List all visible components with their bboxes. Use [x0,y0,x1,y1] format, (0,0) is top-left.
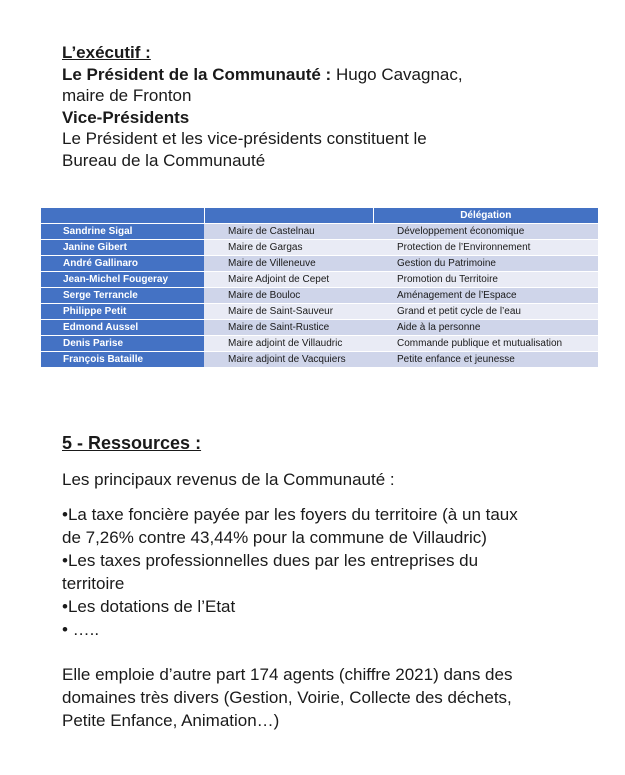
executive-heading: L’exécutif : [62,43,151,62]
bureau-text-line-1: Le Président et les vice-présidents constituent le [62,129,427,148]
vp-delegation: Promotion du Territoire [373,272,598,288]
header-name [41,208,204,224]
vp-role: Maire adjoint de Villaudric [204,336,373,352]
table-row [41,336,598,352]
president-name: Hugo Cavagnac, [331,64,463,84]
table-row [41,304,598,320]
vp-delegation: Grand et petit cycle de l’eau [373,304,598,320]
vp-role: Maire de Villeneuve [204,256,373,272]
president-role: maire de Fronton [62,86,192,105]
vp-delegation: Gestion du Patrimoine [373,256,598,272]
vp-name: Edmond Aussel [41,320,204,336]
resources-intro: Les principaux revenus de la Communauté : [62,470,395,489]
president-label: Le Président de la Communauté : [62,64,332,84]
vp-delegation: Petite enfance et jeunesse [373,352,598,368]
vp-role: Maire adjoint de Vacquiers [204,352,373,368]
table-row [41,352,598,368]
vp-role: Maire de Saint-Rustice [204,320,373,336]
vp-role: Maire de Gargas [204,240,373,256]
vice-presidents-heading: Vice-Présidents [62,107,190,127]
vp-name: Denis Parise [41,336,204,352]
vice-presidents-table [41,208,598,367]
vp-role: Maire de Saint-Sauveur [204,304,373,320]
vp-name: Philippe Petit [41,304,204,320]
table-row [41,288,598,304]
list-item: de 7,26% contre 43,44% pour la commune de Villaudric) [62,528,487,547]
list-item: •Les dotations de l’Etat [62,597,236,616]
vp-name: Janine Gibert [41,240,204,256]
header-role [204,208,373,224]
table-row [41,240,598,256]
resources-heading: 5 - Ressources : [62,433,202,453]
closing-line-1: Elle emploie d’autre part 174 agents (chiffre 2021) dans des [62,665,513,684]
table-row [41,320,598,336]
vp-role: Maire de Castelnau [204,224,373,240]
vp-delegation: Aménagement de l’Espace [373,288,598,304]
vp-role: Maire Adjoint de Cepet [204,272,373,288]
vp-name: Sandrine Sigal [41,224,204,240]
closing-line-2: domaines très divers (Gestion, Voirie, Collecte des déchets, [62,688,512,707]
table-row [41,272,598,288]
executive-section [62,42,582,171]
vp-name: Serge Terrancle [41,288,204,304]
vp-name: Jean-Michel Fougeray [41,272,204,288]
header-delegation: Délégation [373,208,598,224]
vp-delegation: Développement économique [373,224,598,240]
vp-delegation: Protection de l’Environnement [373,240,598,256]
table-row [41,224,598,240]
list-item: •Les taxes professionnelles dues par les entreprises du [62,551,479,570]
list-item: • ….. [62,620,100,639]
vp-name: François Bataille [41,352,204,368]
vp-role: Maire de Bouloc [204,288,373,304]
list-item: territoire [62,574,125,593]
vp-delegation: Aide à la personne [373,320,598,336]
closing-line-3: Petite Enfance, Animation…) [62,711,280,730]
vp-delegation: Commande publique et mutualisation [373,336,598,352]
resources-section [62,432,602,732]
table-row [41,256,598,272]
bureau-text-line-2: Bureau de la Communauté [62,150,266,170]
table-header-row [41,208,598,224]
vp-name: André Gallinaro [41,256,204,272]
list-item: •La taxe foncière payée par les foyers du territoire (à un taux [62,505,518,524]
